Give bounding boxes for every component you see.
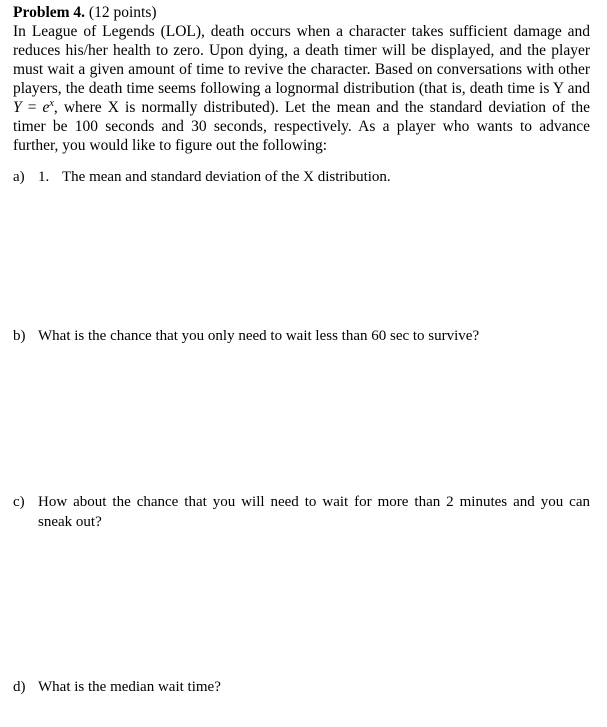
intro-part-1: In League of Legends (LOL), death occurs when a character takes sufficient damage and reduces his/her health to zero. Upon dying, a death timer will be displayed, and the player must wait a given amount of time to revive the character. Based on conversations with other players, the death time seems following a lognormal distribution (that is, death time is Y and	[13, 23, 590, 97]
question-b-marker: b)	[13, 328, 26, 344]
question-c-marker: c)	[13, 494, 25, 510]
question-d	[13, 677, 590, 697]
math-equals: =	[21, 99, 43, 116]
question-b-text: What is the chance that you only need to wait less than 60 sec to survive?	[38, 328, 480, 344]
problem-statement	[13, 22, 590, 155]
intro-part-2: , where X is normally distributed). Let the mean and the standard deviation of the timer be 100 seconds and 30 seconds, respectively. As a player who wants to advance further, you would like to figure out the following:	[13, 99, 591, 154]
question-b	[13, 326, 590, 346]
problem-heading	[13, 3, 157, 22]
question-c	[13, 492, 590, 532]
math-e: e	[42, 99, 50, 116]
question-a	[13, 167, 590, 187]
question-a-marker: a)	[13, 169, 25, 185]
question-c-text: How about the chance that you will need to wait for more than 2 minutes and you can sneak out?	[38, 494, 590, 530]
question-a-sub-marker: 1.	[38, 169, 50, 185]
question-d-text: What is the median wait time?	[38, 679, 221, 695]
problem-points: (12 points)	[85, 4, 157, 21]
question-d-marker: d)	[13, 679, 26, 695]
problem-label: Problem 4.	[13, 4, 86, 21]
question-a-text: The mean and standard deviation of the X distribution.	[62, 169, 391, 185]
math-y: Y	[13, 99, 22, 116]
math-exponent: x	[49, 97, 54, 109]
